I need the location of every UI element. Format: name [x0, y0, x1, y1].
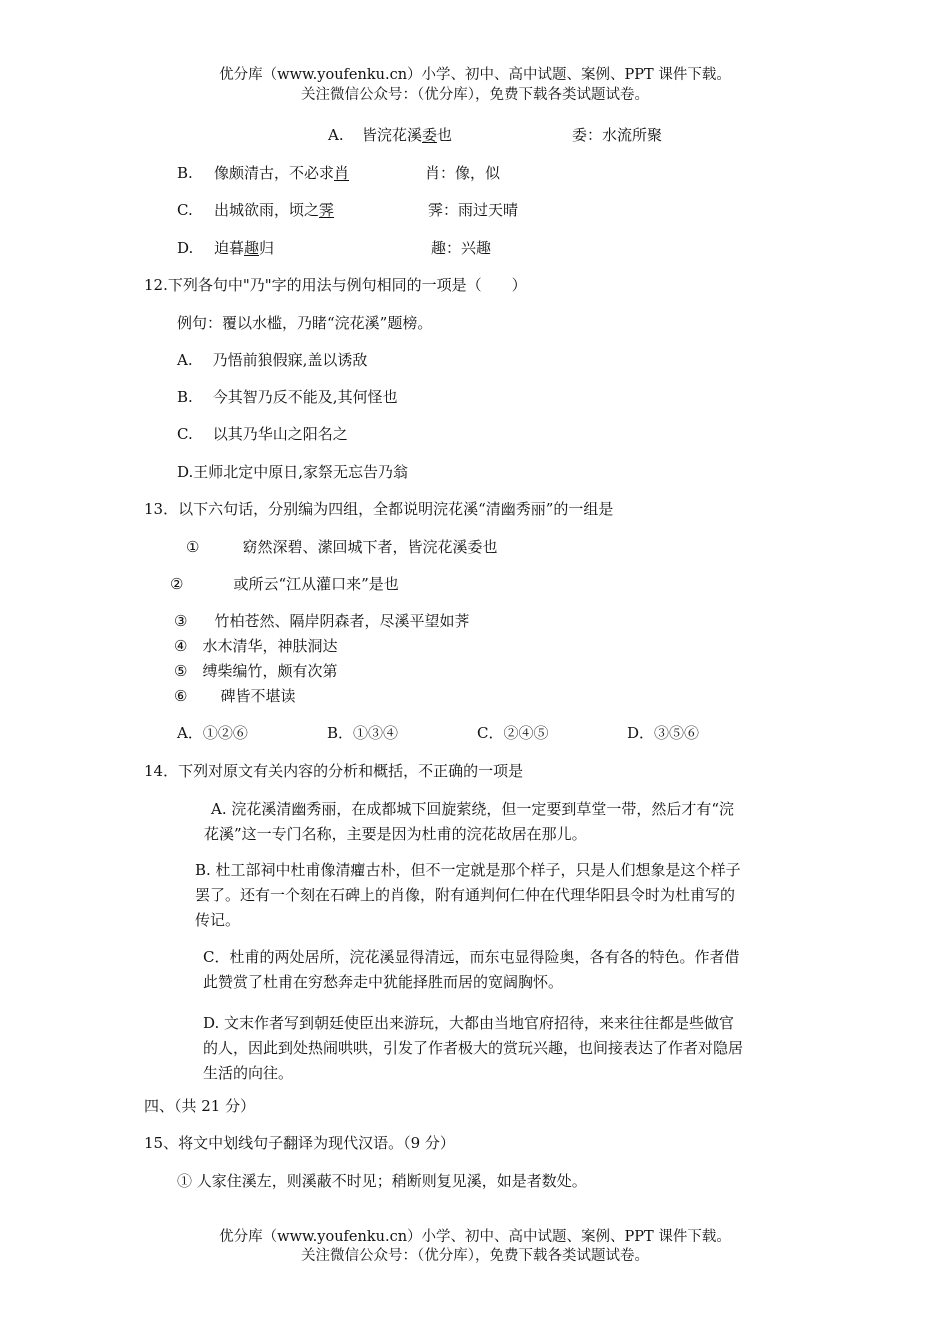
q13-choice-d: D．③⑤⑥ — [627, 724, 700, 742]
q11-option-b-text: 像颇清古，不必求肖 — [214, 164, 350, 182]
q12-option-d: D.王师北定中原日,家祭无忘告乃翁 — [177, 463, 409, 481]
q11-option-b-label: B. — [177, 164, 193, 182]
q12-option-a: A. 乃悟前狼假寐,盖以诱敌 — [177, 351, 368, 369]
q11-option-a-label: A. — [328, 126, 344, 144]
underlined-word: 趣 — [244, 239, 260, 257]
q13-item-6: ⑥ 碑皆不堪读 — [174, 687, 296, 705]
q12-option-b: B. 今其智乃反不能及,其何怪也 — [177, 388, 398, 406]
q11-option-c-gloss: 霁：雨过天晴 — [428, 201, 519, 219]
q13-choice-a: A．①②⑥ — [177, 724, 248, 742]
q11-option-c-text: 出城欲雨，顷之霁 — [214, 201, 335, 219]
q12-example: 例句：覆以水槛，乃睹“浣花溪”题榜。 — [177, 314, 433, 332]
q14-stem: 14．下列对原文有关内容的分析和概括，不正确的一项是 — [144, 762, 524, 780]
q11-option-d-text: 迫暮趣归 — [214, 239, 275, 257]
q15-item-1: ① 人家住溪左，则溪蔽不时见；稍断则复见溪，如是者数处。 — [177, 1172, 587, 1190]
page-header-line2: 关注微信公众号：（优分库），免费下载各类试题试卷。 — [301, 87, 649, 103]
underlined-word: 委 — [422, 126, 438, 144]
q11-option-b-gloss: 肖：像，似 — [425, 164, 501, 182]
q13-choice-c: C．②④⑤ — [477, 724, 549, 742]
q12-stem: 12.下列各句中"乃"字的用法与例句相同的一项是（ ） — [144, 276, 527, 294]
q13-stem: 13．以下六句话，分别编为四组，全都说明浣花溪“清幽秀丽”的一组是 — [144, 500, 614, 518]
q13-item-3: ③ 竹柏苍然、隔岸阴森者，尽溪平望如荠 — [174, 612, 470, 630]
q11-option-d-label: D. — [177, 239, 194, 257]
underlined-word: 霁 — [319, 201, 335, 219]
section-4-heading: 四、（共 21 分） — [144, 1097, 256, 1115]
q13-item-1: ① 窈然深碧、潆回城下者，皆浣花溪委也 — [186, 538, 498, 556]
q12-option-c: C. 以其乃华山之阳名之 — [177, 425, 348, 443]
q13-choice-b: B．①③④ — [327, 724, 399, 742]
page-header-line1: 优分库（www.youfenku.cn）小学、初中、高中试题、案例、PPT 课件下载。 — [219, 67, 731, 83]
page-footer-line2: 关注微信公众号：（优分库），免费下载各类试题试卷。 — [301, 1248, 649, 1264]
q15-stem: 15、将文中划线句子翻译为现代汉语。（9 分） — [144, 1134, 455, 1152]
q11-option-d-gloss: 趣：兴趣 — [431, 239, 492, 257]
q13-item-4: ④ 水木清华，神肤洞达 — [174, 637, 338, 655]
q11-option-c-label: C. — [177, 201, 193, 219]
q11-option-a-text: 皆浣花溪委也 — [362, 126, 453, 144]
q13-item-5: ⑤ 缚柴编竹，颇有次第 — [174, 662, 338, 680]
q11-option-a-gloss: 委：水流所聚 — [572, 126, 663, 144]
page-footer-line1: 优分库（www.youfenku.cn）小学、初中、高中试题、案例、PPT 课件下载。 — [219, 1229, 731, 1245]
q13-item-2: ② 或所云“江从灌口来”是也 — [170, 575, 399, 593]
underlined-word: 肖 — [334, 164, 350, 182]
